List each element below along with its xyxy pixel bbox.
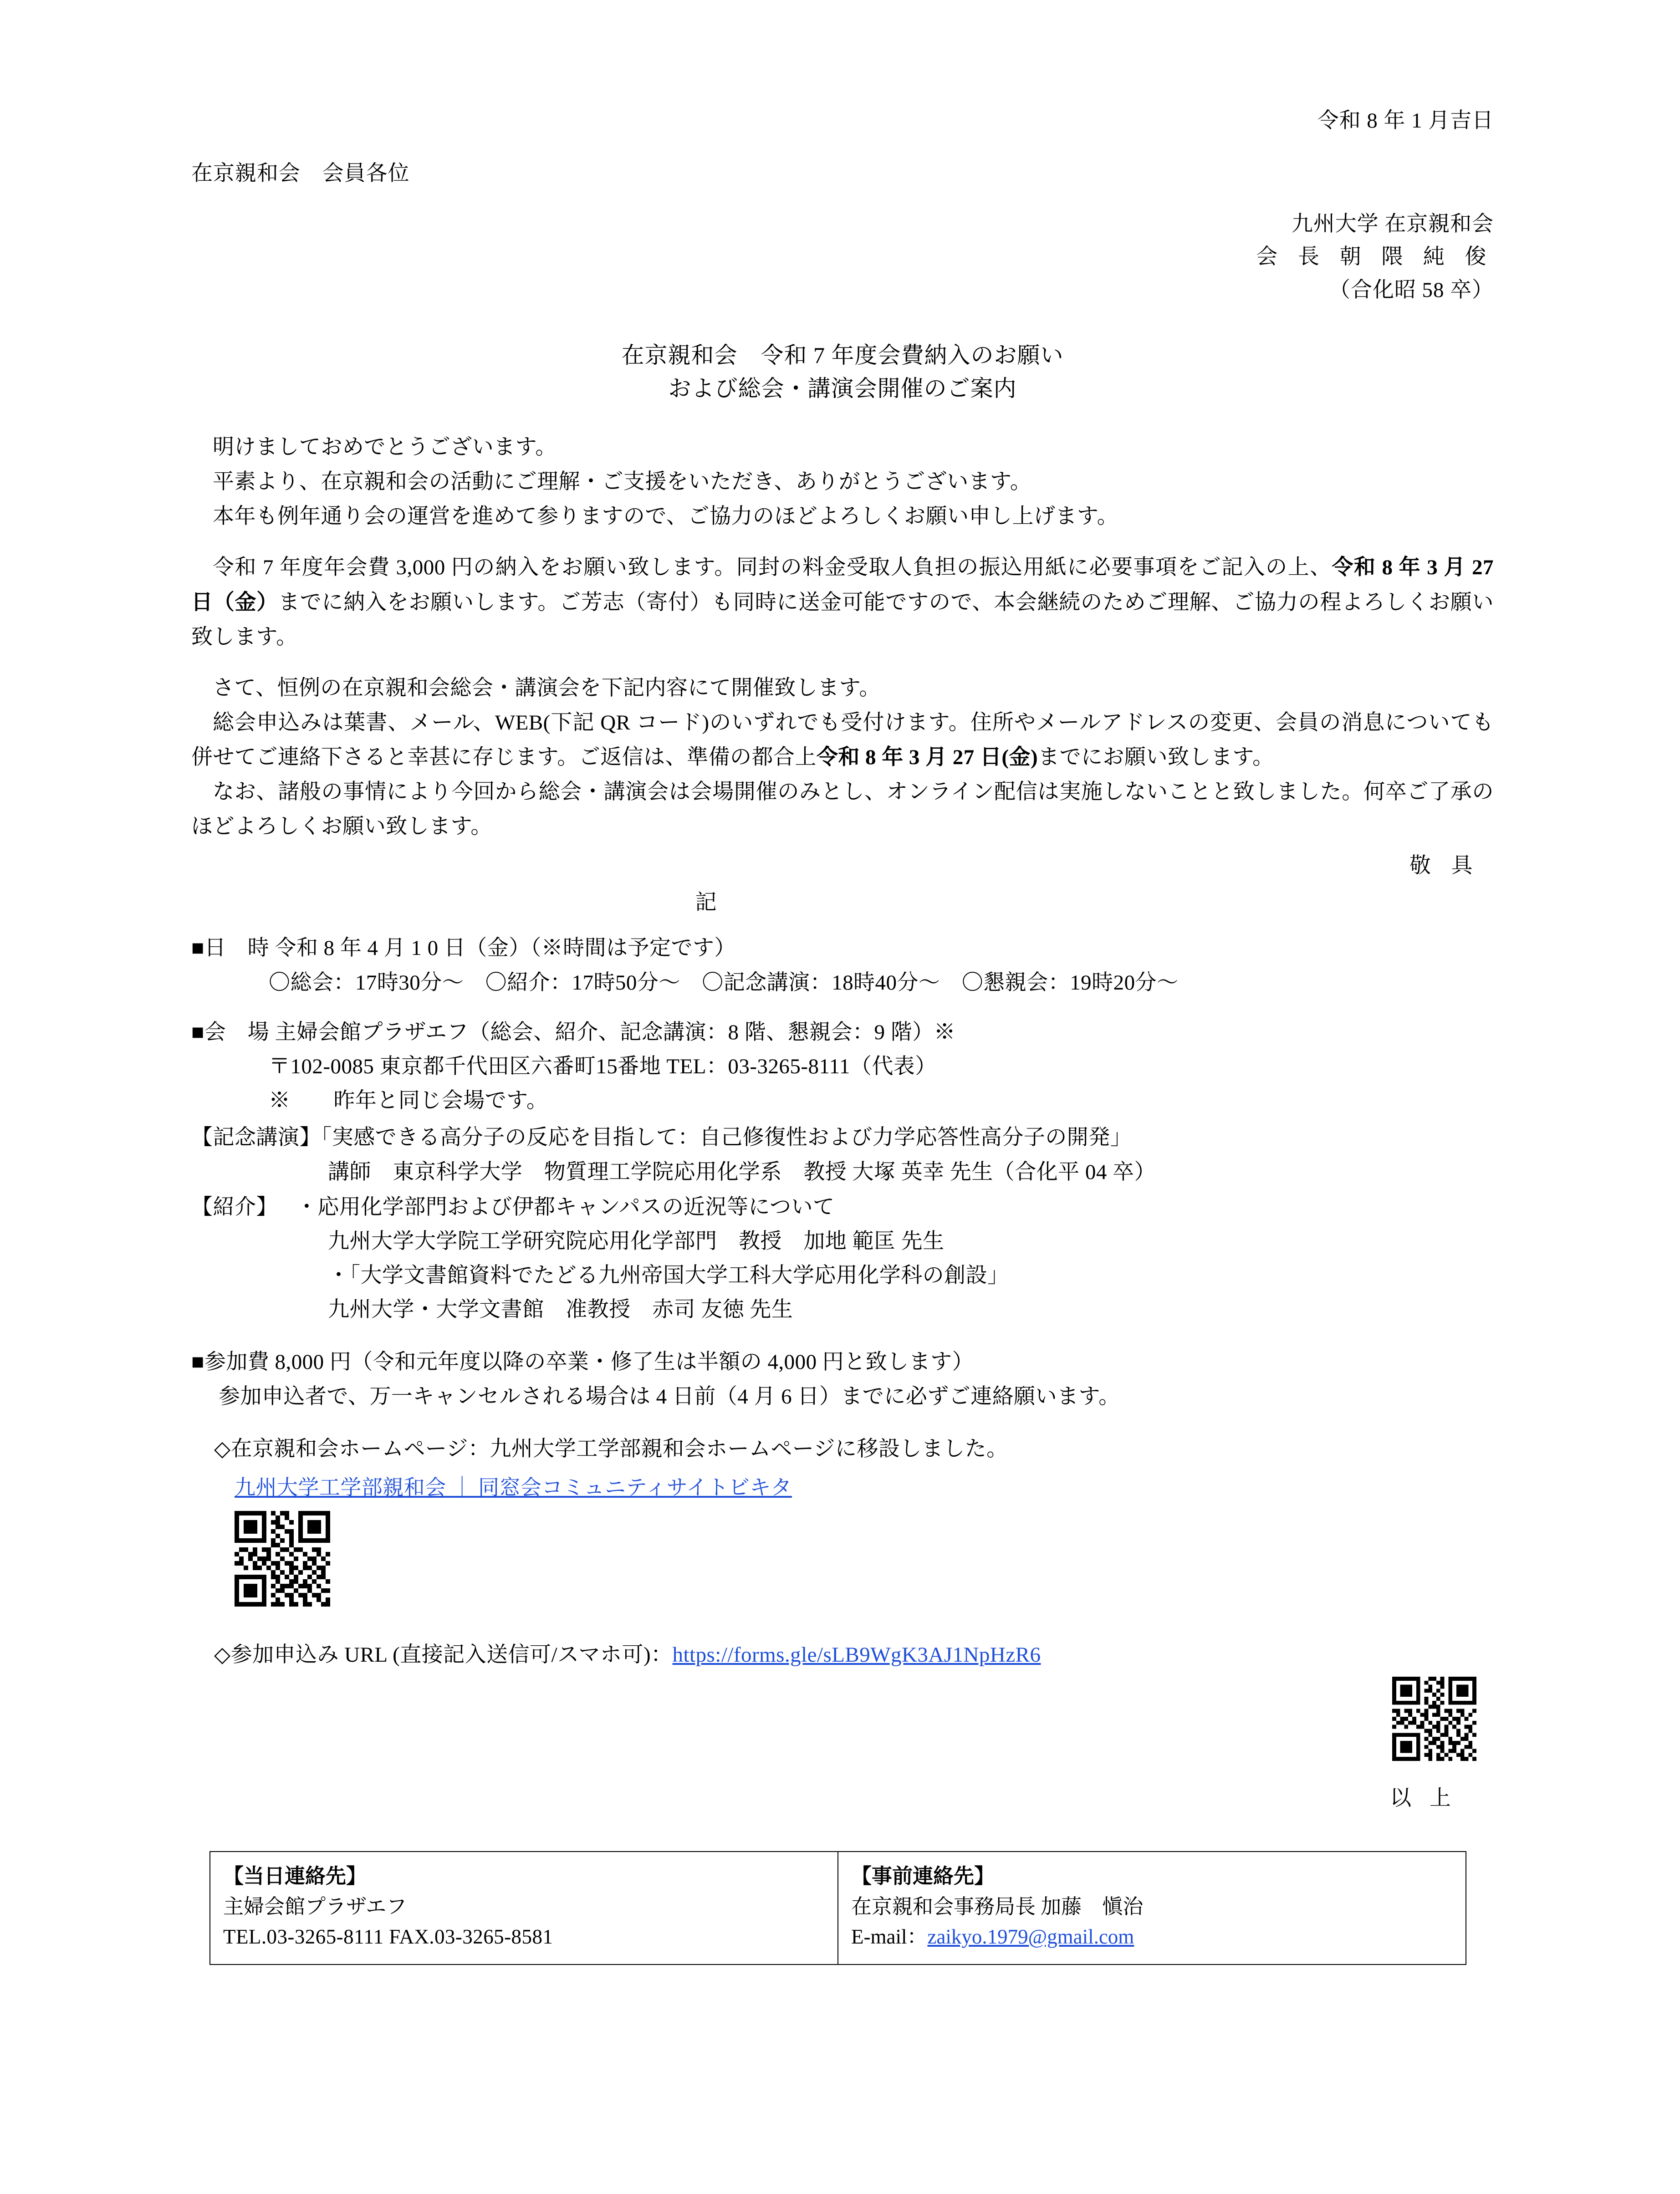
qr-code-form-icon: [1392, 1677, 1476, 1761]
fee-text-part-1: 令和 7 年度年会費 3,000 円の納入をお願い致します。同封の料金受取人負担の振込用紙に必要事項をご記入の上、: [213, 556, 1332, 580]
title-line-1: 在京親和会 令和 7 年度会費納入のお願い: [621, 342, 1064, 368]
ijo-marker: 以 上: [1389, 1786, 1457, 1810]
qr-code-homepage-icon: [235, 1511, 330, 1607]
intro-item-2: ・「大学文書館資料でたどる九州帝国大学工科大学応用化学科の創設」: [328, 1264, 1009, 1288]
contact-email-anchor[interactable]: zaikyo.1979@gmail.com: [927, 1925, 1134, 1949]
contact-table: [209, 1851, 1466, 1965]
venue-note: ※ 昨年と同じ会場です。: [269, 1089, 548, 1113]
contact-advance-head: 【事前連絡先】: [851, 1865, 995, 1888]
datetime-detail: 〇総会：17時30分〜 〇紹介：17時50分〜 〇記念講演：18時40分〜 〇懇親会：19時20分〜: [269, 970, 1179, 995]
contact-email-label: E-mail：: [851, 1925, 928, 1949]
reply-deadline: 令和 8 年 3 月 27 日(金): [816, 745, 1038, 770]
venue-line: [191, 1015, 1494, 1050]
form-label: ◇参加申込み URL (直接記入送信可/スマホ可)：: [214, 1643, 673, 1667]
greeting-line-3: 本年も例年通り会の運営を進めて参りますので、ご協力のほどよろしくお願い申し上げます。: [213, 505, 1119, 529]
sender-block: [191, 208, 1494, 307]
venue-address: 〒102-0085 東京都千代田区六番町15番地 TEL：03-3265-8111（代表）: [269, 1054, 937, 1078]
sender-note: （合化昭 58 卒）: [1329, 278, 1494, 302]
table-row: [210, 1852, 1466, 1964]
datetime-label: ■日 時: [191, 936, 270, 960]
lecture-title: 「実感できる高分子の反応を目指して：自己修復性および力学応答性高分子の開発」: [321, 1126, 1132, 1150]
contact-advance-cell: [838, 1852, 1466, 1964]
closing-word: 敬 具: [1409, 854, 1480, 878]
intro-item-1: ・応用化学部門および伊都キャンパスの近況等について: [296, 1195, 835, 1219]
datetime-line: [191, 931, 1494, 965]
datetime-value: 令和 8 年 4 月 1 0 日（金）（※時間は予定です）: [275, 936, 736, 960]
greeting-line-2: 平素より、在京親和会の活動にご理解・ご支援をいただき、ありがとうございます。: [213, 470, 1032, 494]
title-line-2: および総会・講演会開催のご案内: [668, 375, 1017, 401]
ki-marker: 記: [695, 891, 717, 915]
datetime-section: [191, 931, 1494, 1000]
intro-item-2-sub: 九州大学・大学文書館 准教授 赤司 友徳 先生: [328, 1298, 793, 1322]
contact-advance-line-1: 在京親和会事務局長 加藤 愼治: [851, 1895, 1144, 1918]
fee-deadline: 令和 8 年 3 月 27 日（金）: [191, 556, 1494, 614]
lecture-line: [191, 1121, 1494, 1155]
form-line: [191, 1638, 1494, 1672]
intro-label: 【紹介】: [191, 1195, 278, 1219]
form-url-anchor[interactable]: https://forms.gle/sLB9WgK3AJ1NpHzR6: [672, 1643, 1041, 1667]
letter-body: [191, 430, 1494, 844]
fee-text-part-2: までに納入をお願いします。ご芳志（寄付）も同時に送金可能ですので、本会継続のためご理解、ご協力の程よろしくお願い致します。: [191, 590, 1494, 649]
greeting-line-1: 明けましておめでとうございます。: [213, 435, 557, 459]
contact-day-of-line-1: 主婦会館プラザエフ: [223, 1895, 407, 1918]
document-title: [191, 339, 1494, 405]
lecture-speaker: 講師 東京科学大学 物質理工学院応用化学系 教授 大塚 英幸 先生（合化平 04 卒）: [328, 1160, 1156, 1184]
homepage-link: [191, 1471, 1494, 1505]
contact-day-of-line-2: TEL.03-3265-8111 FAX.03-3265-8581: [223, 1925, 553, 1949]
fee-section: [191, 1345, 1494, 1413]
date-line: 令和 8 年 1 月吉日: [1317, 109, 1494, 133]
contact-advance-line-2: [851, 1922, 1453, 1952]
homepage-section: [191, 1432, 1494, 1617]
sender-name: 会 長 朝 隈 純 俊: [1256, 245, 1494, 269]
meeting-paragraph: [191, 671, 1494, 844]
document-body: [191, 105, 1494, 1965]
fee-note: 参加申込者で、万一キャンセルされる場合は 4 日前（4 月 6 日）までに必ずご連絡願います。: [219, 1384, 1120, 1408]
meeting-line-2: [191, 705, 1494, 775]
venue-value: 主婦会館プラザエフ（総会、紹介、記念講演：8 階、懇親会：9 階）※: [275, 1020, 956, 1044]
intro-section: [191, 1190, 1494, 1327]
form-section: [191, 1638, 1494, 1816]
homepage-link-anchor[interactable]: 九州大学工学部親和会 ｜ 同窓会コミュニティサイトビキタ: [235, 1476, 792, 1500]
fee-paragraph: [191, 550, 1494, 654]
meeting-line-3: なお、諸般の事情により今回から総会・講演会は会場開催のみとし、オンライン配信は実施しないことと致しました。何卒ご了承のほどよろしくお願い致します。: [191, 780, 1494, 839]
intro-line-1: [191, 1190, 1494, 1225]
fee-line: [191, 1345, 1494, 1379]
fee-value: 8,000 円（令和元年度以降の卒業・修了生は半額の 4,000 円と致します）: [275, 1350, 974, 1374]
qr-code-form-wrap: [191, 1672, 1494, 1786]
meeting-line-2-part-1: 総会申込みは葉書、メール、WEB(下記 QR コード)のいずれでも受付けます。住所やメールアドレスの変更、会員の消息についても併せてご連絡下さると幸甚に存じます。ご返信は、準備の都合上: [191, 710, 1494, 770]
greeting-paragraph: [191, 430, 1494, 534]
addressee: 在京親和会 会員各位: [191, 161, 410, 185]
sender-org: 九州大学 在京親和会: [1291, 212, 1494, 236]
lecture-section: [191, 1121, 1494, 1189]
homepage-line: ◇在京親和会ホームページ：九州大学工学部親和会ホームページに移設しました。: [214, 1437, 1008, 1461]
meeting-line-1: さて、恒例の在京親和会総会・講演会を下記内容にて開催致します。: [213, 676, 881, 700]
venue-section: [191, 1015, 1494, 1118]
intro-item-1-sub: 九州大学大学院工学研究院応用化学部門 教授 加地 範匡 先生: [328, 1229, 945, 1253]
lecture-label: 【記念講演】: [191, 1126, 321, 1150]
venue-label: ■会 場: [191, 1020, 270, 1044]
contact-day-of-head: 【当日連絡先】: [223, 1865, 367, 1888]
contact-day-of-cell: [210, 1852, 838, 1964]
meeting-line-2-part-2: までにお願い致します。: [1038, 745, 1274, 770]
fee-label: ■参加費: [191, 1350, 270, 1374]
